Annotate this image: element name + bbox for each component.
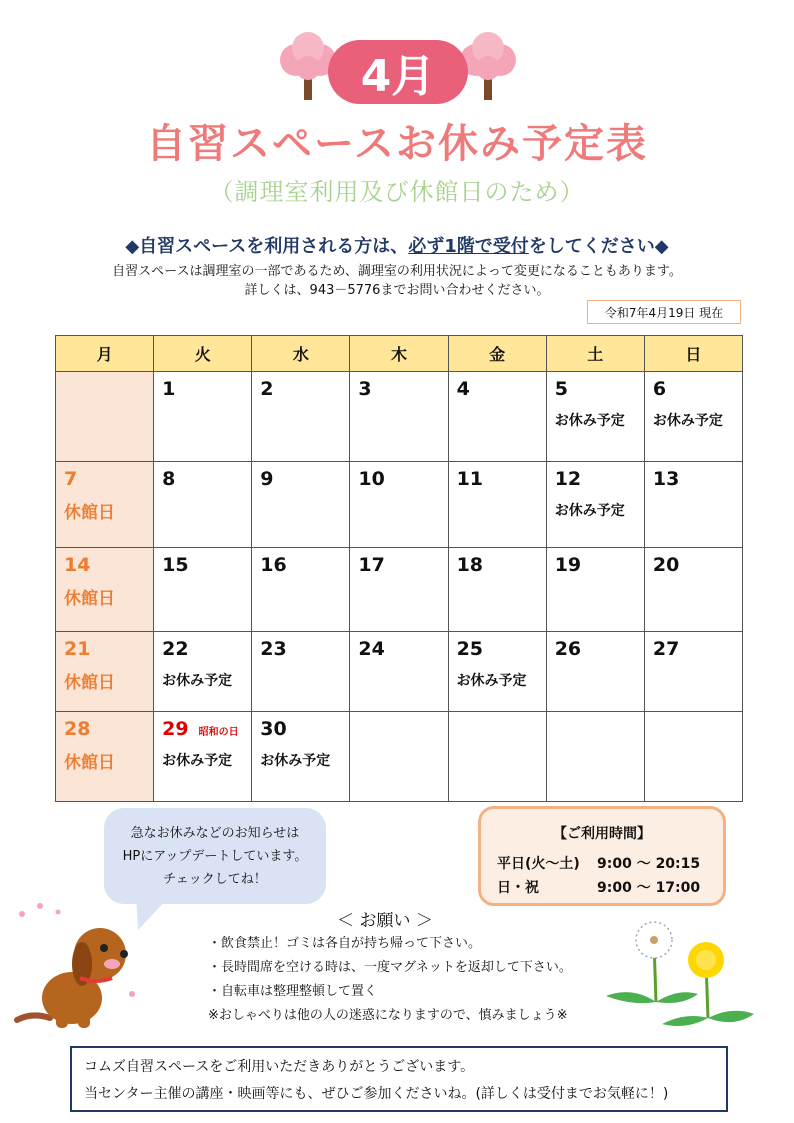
day-number: 19: [554, 554, 582, 576]
calendar-cell: [644, 462, 742, 548]
day-number: 26: [554, 638, 582, 660]
day-number: 5: [554, 378, 568, 400]
calendar-cell: [546, 548, 644, 632]
hours-title: 【ご利用時間】: [553, 826, 651, 842]
day-note: 休館日: [64, 753, 115, 773]
notice-pre: ◆自習スペースを利用される方は、: [125, 236, 409, 257]
weekday-label: 平日(火～土): [497, 856, 580, 872]
calendar-cell: [448, 632, 546, 712]
bubble-line: HPにアップデートしています。: [122, 848, 308, 864]
calendar-cell: [154, 632, 252, 712]
weekday-time: 9:00 ～ 20:15: [597, 856, 701, 872]
week-row: [56, 548, 743, 632]
day-note: 休館日: [64, 589, 115, 609]
footer-line: 当センター主催の講座・映画等にも、ぜひご参加くださいね。(詳しくは受付までお気軽に！): [84, 1086, 669, 1102]
calendar-table: [55, 335, 743, 802]
day-number: 24: [358, 638, 385, 660]
day-number: 9: [260, 468, 274, 490]
weekday-hours-row: [497, 853, 701, 873]
day-number: 25: [456, 638, 484, 660]
calendar-cell: [56, 548, 154, 632]
day-note: お休み予定: [554, 413, 625, 429]
holiday-name: 昭和の日: [198, 727, 239, 738]
notice-post: をしてください◆: [528, 236, 669, 257]
calendar-cell: [154, 462, 252, 548]
day-number: 14: [64, 554, 91, 576]
day-note: お休み予定: [162, 753, 233, 769]
calendar-cell: [252, 462, 350, 548]
day-number: 15: [162, 554, 189, 576]
day-note: お休み予定: [260, 753, 331, 769]
day-number: 10: [358, 468, 385, 490]
description-line: 自習スペースは調理室の一部であるため、調理室の利用状況によって変更になることもあります。: [112, 264, 682, 279]
day-note: お休み予定: [554, 503, 625, 519]
reception-notice: [0, 232, 794, 258]
day-number: 30: [260, 718, 287, 740]
day-number: 6: [652, 378, 667, 400]
calendar-cell: [644, 548, 742, 632]
day-note: お休み予定: [652, 413, 723, 429]
calendar-cell: [350, 372, 448, 462]
day-number: 21: [64, 638, 91, 660]
day-note: 休館日: [64, 673, 115, 693]
day-number: 1: [162, 378, 176, 400]
calendar-cell: [350, 548, 448, 632]
calendar-cell: [154, 548, 252, 632]
weekday-header-row: [56, 336, 743, 372]
week-row: [56, 462, 743, 548]
week-row: [56, 712, 743, 802]
calendar-cell: [546, 632, 644, 712]
day-number: 13: [652, 468, 680, 490]
request-item: ・飲食禁止！ゴミは各自が持ち帰って下さい。: [208, 936, 482, 951]
holiday-label: 日・祝: [497, 880, 539, 896]
calendar-cell: [644, 372, 742, 462]
calendar-cell: [56, 632, 154, 712]
calendar-cell: [252, 548, 350, 632]
weekday-header: 土: [546, 336, 644, 372]
day-number: 29: [162, 718, 189, 740]
calendar-cell: [644, 632, 742, 712]
calendar-cell: [56, 712, 154, 802]
day-number: 16: [260, 554, 287, 576]
day-number: 11: [456, 468, 484, 490]
day-number: 3: [358, 378, 372, 400]
calendar-cell: [154, 372, 252, 462]
week-row: [56, 372, 743, 462]
day-number: 18: [456, 554, 484, 576]
calendar-cell: [448, 548, 546, 632]
calendar-cell: [154, 712, 252, 802]
calendar-cell: [448, 712, 546, 802]
day-number: 27: [652, 638, 680, 660]
calendar-cell: [252, 712, 350, 802]
day-note: 休館日: [64, 503, 115, 523]
speech-bubble: [104, 808, 326, 904]
bubble-line: チェックしてね！: [163, 871, 267, 887]
requests-list: [208, 932, 572, 1028]
weekday-header: 月: [56, 336, 154, 372]
weekday-header: 金: [448, 336, 546, 372]
day-number: 4: [456, 378, 470, 400]
calendar-cell: [350, 462, 448, 548]
dog-illustration: [12, 902, 142, 1034]
dandelion-illustration: [602, 906, 758, 1036]
requests-title: ＜ お願い ＞: [337, 911, 433, 931]
month-badge: 4月: [328, 40, 468, 104]
request-item: ・自転車は整理整頓して置く: [208, 984, 378, 999]
request-item: ※おしゃべりは他の人の迷惑になりますので、慎みましょう※: [208, 1008, 568, 1023]
request-item: ・長時間席を空ける時は、一度マグネットを返却して下さい。: [208, 960, 572, 975]
weekday-header: 火: [154, 336, 252, 372]
holiday-hours-row: [497, 877, 701, 897]
notice-underlined: 必ず1階で受付: [408, 236, 529, 257]
bubble-line: 急なお休みなどのお知らせは: [130, 825, 300, 841]
weekday-header: 水: [252, 336, 350, 372]
footer-line: コムズ自習スペースをご利用いただきありがとうございます。: [84, 1059, 475, 1075]
description: [0, 262, 794, 300]
day-number: 20: [652, 554, 680, 576]
week-row: [56, 632, 743, 712]
calendar-cell: [546, 372, 644, 462]
calendar-cell: [350, 632, 448, 712]
calendar-cell: [448, 462, 546, 548]
day-number: 7: [64, 468, 78, 490]
day-number: 28: [64, 718, 91, 740]
calendar-cell: [252, 372, 350, 462]
day-number: 8: [162, 468, 176, 490]
calendar-cell: [546, 462, 644, 548]
description-line: 詳しくは、943－5776までお問い合わせください。: [244, 283, 550, 298]
holiday-time: 9:00 ～ 17:00: [597, 880, 701, 896]
calendar-cell: [546, 712, 644, 802]
calendar-cell: [56, 372, 154, 462]
opening-hours-box: [478, 806, 726, 906]
day-number: 17: [358, 554, 385, 576]
day-note: お休み予定: [162, 673, 233, 689]
page-title: 自習スペースお休み予定表: [146, 121, 648, 167]
day-number: 2: [260, 378, 274, 400]
calendar-cell: [56, 462, 154, 548]
calendar-cell: [644, 712, 742, 802]
day-number: 12: [554, 468, 582, 490]
as-of-date: 令和7年4月19日 現在: [587, 300, 741, 324]
weekday-header: 日: [644, 336, 742, 372]
page-subtitle: （調理室利用及び休館日のため）: [209, 178, 585, 206]
footer-message: [70, 1046, 728, 1112]
calendar-cell: [448, 372, 546, 462]
day-note: お休み予定: [456, 673, 527, 689]
weekday-header: 木: [350, 336, 448, 372]
day-number: 22: [162, 638, 189, 660]
day-number: 23: [260, 638, 287, 660]
calendar-cell: [252, 632, 350, 712]
calendar-cell: [350, 712, 448, 802]
